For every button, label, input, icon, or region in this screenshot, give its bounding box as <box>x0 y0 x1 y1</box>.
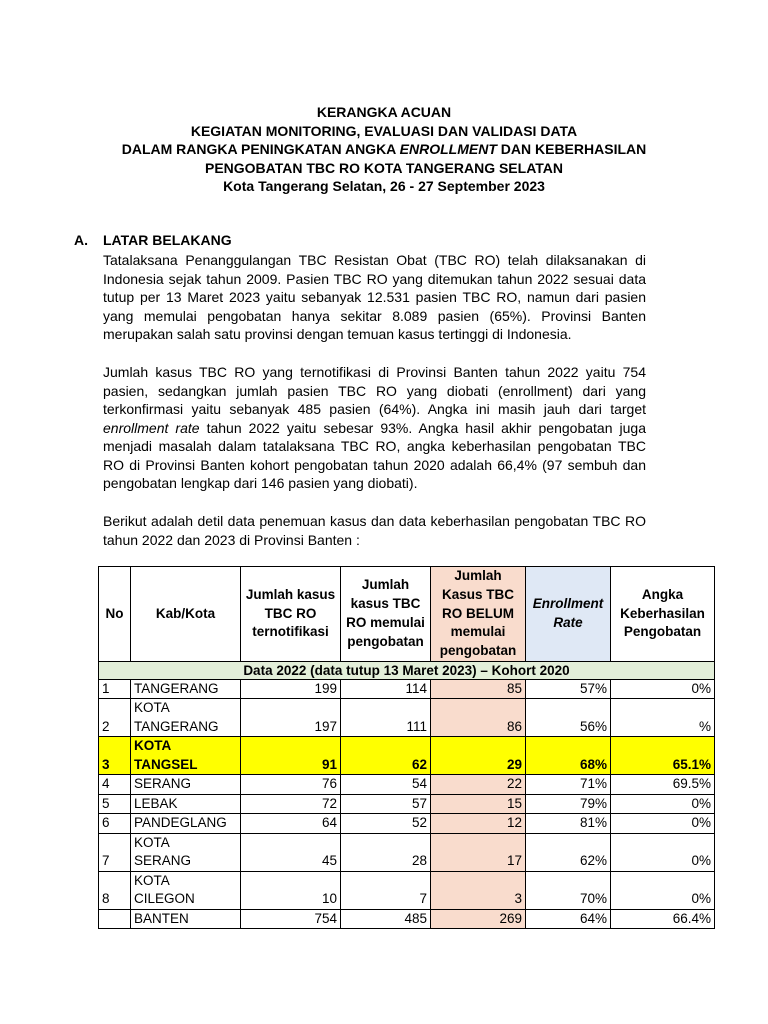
cell-memulai: 62 <box>341 737 431 775</box>
table-header-row <box>99 567 715 662</box>
cell-angka-keberhasilan: % <box>611 699 715 737</box>
cell-enrollment-rate: 70% <box>526 871 611 909</box>
cell-memulai: 54 <box>341 775 431 795</box>
paragraph-2 <box>103 363 646 493</box>
cell-memulai: 485 <box>341 909 431 929</box>
cell-belum: 29 <box>431 737 526 775</box>
cell-no: 8 <box>99 871 131 909</box>
table-row <box>99 871 715 909</box>
cell-ternotifikasi: 754 <box>241 909 341 929</box>
table-row <box>99 737 715 775</box>
cell-kab-kota <box>131 814 241 834</box>
cell-belum: 15 <box>431 794 526 814</box>
cell-ternotifikasi: 76 <box>241 775 341 795</box>
cell-angka-keberhasilan: 66.4% <box>611 909 715 929</box>
cell-ternotifikasi: 10 <box>241 871 341 909</box>
cell-kab-line-1: PANDEGLANG <box>134 815 227 831</box>
header-angka-keberhasilan: Angka Keberhasilan Pengobatan <box>611 567 715 662</box>
cell-memulai: 114 <box>341 679 431 699</box>
cell-no: 4 <box>99 775 131 795</box>
cell-memulai: 57 <box>341 794 431 814</box>
cell-kab-line-2: TANGSEL <box>134 756 198 772</box>
header-memulai: Jumlah kasus TBC RO memulai pengobatan <box>341 567 431 662</box>
header-belum: Jumlah Kasus TBC RO BELUM memulai pengobatan <box>431 567 526 662</box>
table-row <box>99 814 715 834</box>
cell-kab-kota <box>131 833 241 871</box>
cell-no <box>99 909 131 929</box>
cell-kab-line-1: KOTA <box>134 700 170 716</box>
table-row <box>99 699 715 737</box>
table-row <box>99 775 715 795</box>
section-letter: A. <box>74 232 88 248</box>
section-heading <box>74 232 232 248</box>
cell-no: 3 <box>99 737 131 775</box>
paragraph-2-em: enrollment rate <box>103 419 200 436</box>
cell-kab-kota <box>131 737 241 775</box>
cell-memulai: 52 <box>341 814 431 834</box>
cell-memulai: 28 <box>341 833 431 871</box>
table-row <box>99 794 715 814</box>
cell-kab-line-2: SERANG <box>134 853 192 869</box>
cell-no: 5 <box>99 794 131 814</box>
cell-belum: 12 <box>431 814 526 834</box>
cell-ternotifikasi: 91 <box>241 737 341 775</box>
data-table <box>98 566 715 929</box>
cell-angka-keberhasilan: 0% <box>611 814 715 834</box>
title-line-3-pre: DALAM RANGKA PENINGKATAN ANGKA <box>121 141 400 158</box>
title-line-3-em: ENROLLMENT <box>399 141 497 158</box>
cell-enrollment-rate: 81% <box>526 814 611 834</box>
cell-enrollment-rate: 79% <box>526 794 611 814</box>
paragraph-1: Tatalaksana Penanggulangan TBC Resistan Obat (TBC RO) telah dilaksanakan di Indonesia sejak tahun 2009. Pasien TBC RO yang ditemukan tahun 2022 sesuai data tutup per 13 Maret 2023 yaitu sebanyak 12.531 pasien TBC RO, namun dari pasien yang memulai pengobatan hanya sekitar 8.089 pasien (65%). Provinsi Banten merupakan salah satu provinsi dengan temuan kasus tertinggi di Indonesia. <box>103 252 646 342</box>
cell-belum: 86 <box>431 699 526 737</box>
title-line-1: KERANGKA ACUAN <box>316 104 452 120</box>
header-no: No <box>99 567 131 662</box>
cell-enrollment-rate: 68% <box>526 737 611 775</box>
section-row-label: Data 2022 (data tutup 13 Maret 2023) – Kohort 2020 <box>99 661 715 679</box>
cell-angka-keberhasilan: 0% <box>611 833 715 871</box>
cell-kab-line-2: TANGERANG <box>134 718 219 734</box>
document-title <box>0 103 768 196</box>
cell-belum: 17 <box>431 833 526 871</box>
section-title: LATAR BELAKANG <box>103 232 232 248</box>
title-line-4: PENGOBATAN TBC RO KOTA TANGERANG SELATAN <box>204 159 564 176</box>
cell-belum: 22 <box>431 775 526 795</box>
cell-belum: 269 <box>431 909 526 929</box>
cell-kab-kota <box>131 909 241 929</box>
cell-enrollment-rate: 57% <box>526 679 611 699</box>
table-row <box>99 909 715 929</box>
title-line-5: Kota Tangerang Selatan, 26 - 27 September 2023 <box>223 178 545 195</box>
cell-ternotifikasi: 72 <box>241 794 341 814</box>
paragraph-2-b: tahun 2022 yaitu sebesar 93%. Angka hasil akhir pengobatan juga menjadi masalah dalam tatalaksana TBC RO, angka keberhasilan pengobatan TBC RO di Provinsi Banten kohort pengobatan tahun 2020 adalah 66,4% (97 sembuh dan pengobatan lengkap dari 146 pasien yang diobati). <box>103 419 646 491</box>
cell-angka-keberhasilan: 0% <box>611 794 715 814</box>
title-line-3-post: DAN KEBERHASILAN <box>496 141 647 158</box>
cell-kab-kota <box>131 794 241 814</box>
header-kab-kota: Kab/Kota <box>131 567 241 662</box>
cell-kab-line-2: CILEGON <box>134 891 195 907</box>
title-line-2: KEGIATAN MONITORING, EVALUASI DAN VALIDASI DATA <box>190 122 578 139</box>
cell-kab-line-1: LEBAK <box>134 795 178 811</box>
cell-kab-line-1: KOTA <box>134 738 172 754</box>
cell-memulai: 7 <box>341 871 431 909</box>
cell-enrollment-rate: 62% <box>526 833 611 871</box>
section-row <box>99 661 715 679</box>
cell-angka-keberhasilan: 0% <box>611 871 715 909</box>
cell-ternotifikasi: 64 <box>241 814 341 834</box>
title-line-3 <box>0 140 768 159</box>
cell-no: 1 <box>99 679 131 699</box>
cell-enrollment-rate: 56% <box>526 699 611 737</box>
cell-ternotifikasi: 197 <box>241 699 341 737</box>
cell-memulai: 111 <box>341 699 431 737</box>
cell-angka-keberhasilan: 65.1% <box>611 737 715 775</box>
cell-ternotifikasi: 199 <box>241 679 341 699</box>
header-ternotifikasi: Jumlah kasus TBC RO ternotifikasi <box>241 567 341 662</box>
header-enrollment-rate: Enrollment Rate <box>526 567 611 662</box>
cell-kab-line-1: BANTEN <box>134 910 189 926</box>
cell-no: 2 <box>99 699 131 737</box>
cell-kab-line-1: SERANG <box>134 776 192 792</box>
cell-kab-line-1: KOTA <box>134 872 170 888</box>
paragraph-2-a: Jumlah kasus TBC RO yang ternotifikasi di Provinsi Banten tahun 2022 yaitu 754 pasien, sedangkan jumlah pasien TBC RO yang diobati (enrollment) dari yang terkonfirmasi yaitu sebanyak 485 pasien (64%). Angka ini masih jauh dari target <box>103 364 646 417</box>
cell-kab-kota <box>131 699 241 737</box>
cell-no: 7 <box>99 833 131 871</box>
cell-kab-line-1: KOTA <box>134 834 170 850</box>
cell-enrollment-rate: 71% <box>526 775 611 795</box>
cell-kab-line-1: TANGERANG <box>134 680 219 696</box>
cell-belum: 85 <box>431 679 526 699</box>
cell-enrollment-rate: 64% <box>526 909 611 929</box>
cell-angka-keberhasilan: 0% <box>611 679 715 699</box>
table-row <box>99 833 715 871</box>
cell-ternotifikasi: 45 <box>241 833 341 871</box>
cell-belum: 3 <box>431 871 526 909</box>
cell-kab-kota <box>131 871 241 909</box>
cell-kab-kota <box>131 679 241 699</box>
cell-angka-keberhasilan: 69.5% <box>611 775 715 795</box>
table-row <box>99 679 715 699</box>
paragraph-3: Berikut adalah detil data penemuan kasus dan data keberhasilan pengobatan TBC RO tahun 2022 dan 2023 di Provinsi Banten : <box>103 513 646 548</box>
cell-no: 6 <box>99 814 131 834</box>
cell-kab-kota <box>131 775 241 795</box>
